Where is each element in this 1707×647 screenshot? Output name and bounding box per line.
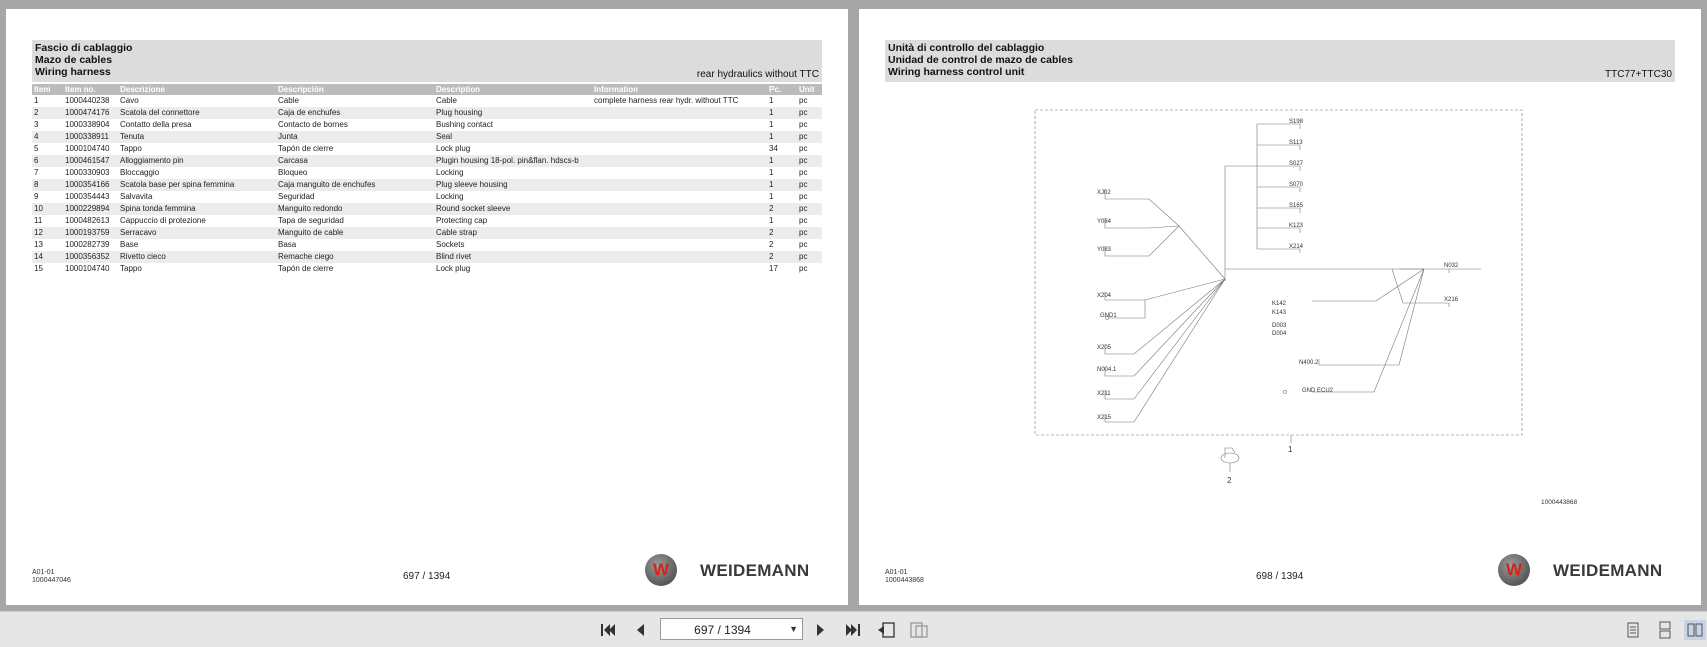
cell-item: 4 (32, 131, 63, 143)
cell-unit: pc (799, 144, 808, 153)
cell-pc: 1 (769, 192, 774, 201)
cell-description: Cable strap (434, 227, 592, 239)
cell-unit: pc (797, 179, 822, 191)
cell-information (592, 167, 767, 179)
cell-pc: 1 (769, 168, 774, 177)
cell-descrizione: Spina tonda femmina (118, 203, 276, 215)
cell-descrizione: Scatola base per spina femmina (118, 179, 276, 191)
footer-section-code: A01-01 (885, 569, 908, 576)
cell-item: 2 (32, 107, 63, 119)
table-row (32, 95, 822, 107)
brand-logo (645, 554, 825, 590)
continuous-page-icon[interactable] (1654, 620, 1676, 640)
table-row (32, 227, 822, 239)
col-header-descripcion: Descripción (276, 84, 434, 95)
cell-description: Cable (436, 96, 457, 105)
cell-pc: 17 (769, 264, 778, 273)
cell-descrizione: Tappo (120, 264, 142, 273)
label-n400-2: N400.2 (1299, 360, 1319, 366)
header-subtitle: TTC77+TTC30 (1605, 69, 1672, 80)
cell-item: 10 (32, 203, 63, 215)
cell-pc: 1 (767, 179, 797, 191)
cell-description: Round socket sleeve (434, 203, 592, 215)
document-page-left (6, 9, 848, 605)
cell-information (592, 107, 767, 119)
cell-descripcion: Carcasa (276, 155, 434, 167)
col-header-item-no: Item no. (63, 84, 118, 95)
footer-document-number: 1000447046 (32, 577, 71, 584)
cell-descrizione: Alloggiamento pin (118, 155, 276, 167)
cell-unit: pc (797, 155, 822, 167)
label-y084: Y084 (1097, 219, 1112, 225)
cell-item-no: 1000354166 (63, 179, 118, 191)
cell-description: Seal (434, 131, 592, 143)
label-d004: D004 (1272, 331, 1287, 337)
cell-item-no: 1000474176 (63, 107, 118, 119)
cell-item-no: 1000482613 (65, 216, 110, 225)
table-row (32, 179, 822, 191)
cell-descrizione: Serracavo (118, 227, 276, 239)
label-s070: S070 (1289, 182, 1304, 188)
cell-item-no: 1000338911 (63, 131, 118, 143)
cell-descripcion: Manguito de cable (276, 227, 434, 239)
cell-descripcion: Caja de enchufes (276, 107, 434, 119)
cell-unit: pc (799, 216, 808, 225)
next-page-icon[interactable] (810, 620, 832, 640)
col-header-unit: Unit (797, 84, 822, 95)
cell-description: Sockets (436, 240, 465, 249)
cell-description: Locking (436, 168, 464, 177)
label-y083: Y083 (1097, 247, 1112, 253)
cell-information (592, 263, 767, 275)
label-xj02: XJ02 (1097, 190, 1111, 196)
cell-unit: pc (799, 240, 808, 249)
table-row (32, 191, 822, 203)
label-n004-1: N004.1 (1097, 367, 1117, 373)
footer-code (32, 569, 71, 585)
cell-pc: 1 (767, 131, 797, 143)
page-number: 697 / 1394 (403, 571, 451, 582)
wiring-diagram (859, 9, 1701, 605)
cell-descripcion: Caja manguito de enchufes (276, 179, 434, 191)
table-header-row (32, 84, 822, 95)
label-s198: S198 (1289, 119, 1304, 125)
title-italian: Unità di controllo del cablaggio (888, 42, 1045, 54)
label-s027: S027 (1289, 161, 1304, 167)
label-d003: D003 (1272, 323, 1287, 329)
table-row (32, 215, 822, 227)
cell-item: 7 (34, 168, 39, 177)
footer-code (885, 569, 924, 585)
cell-item-no: 1000193759 (63, 227, 118, 239)
cell-unit: pc (797, 203, 822, 215)
title-italian: Fascio di cablaggio (35, 42, 133, 54)
title-spanish: Unidad de control de mazo de cables (888, 54, 1073, 66)
label-x215: X215 (1097, 415, 1112, 421)
title-spanish: Mazo de cables (35, 54, 113, 66)
label-s113: S113 (1289, 140, 1303, 146)
label-n032: N032 (1444, 263, 1459, 269)
col-header-item: Item (32, 84, 63, 95)
label-x216: X216 (1444, 297, 1459, 303)
label-k123: K123 (1289, 223, 1304, 229)
cell-pc: 1 (769, 120, 774, 129)
cell-description: Plugin housing 18-pol. pin&flan. hdscs-b (434, 155, 592, 167)
cell-pc: 1 (769, 96, 774, 105)
brand-mark-icon: W (645, 554, 677, 586)
label-k142: K142 (1272, 301, 1287, 307)
cell-item-no: 1000461547 (63, 155, 118, 167)
cell-unit: pc (797, 107, 822, 119)
cell-item-no: 1000356352 (63, 251, 118, 263)
cell-information (592, 215, 767, 227)
cell-unit: pc (797, 131, 822, 143)
cell-item: 14 (32, 251, 63, 263)
brand-mark-icon: W (1498, 554, 1530, 586)
cell-descrizione: Cappuccio di protezione (120, 216, 206, 225)
cell-descrizione: Tappo (120, 144, 142, 153)
cell-description: Lock plug (436, 144, 471, 153)
cell-item-no: 1000354443 (65, 192, 110, 201)
cell-information (592, 191, 767, 203)
page-header (32, 40, 822, 82)
first-page-icon[interactable] (597, 620, 619, 640)
cell-item: 5 (34, 144, 39, 153)
table-row (32, 131, 822, 143)
table-row (32, 107, 822, 119)
cell-description: Locking (436, 192, 464, 201)
cell-information (592, 227, 767, 239)
cell-information (592, 203, 767, 215)
col-header-description: Description (434, 84, 592, 95)
label-x211: X211 (1097, 391, 1111, 397)
callout-1: 1 (1288, 445, 1293, 454)
cell-item: 11 (34, 216, 43, 225)
single-page-icon[interactable] (1622, 620, 1644, 640)
cell-descrizione: Scatola del connettore (118, 107, 276, 119)
table-row (32, 155, 822, 167)
cell-information: complete harness rear hydr. without TTC (594, 96, 739, 105)
table-row (32, 251, 822, 263)
col-header-pc: Pc. (767, 84, 797, 95)
facing-pages-icon[interactable] (1684, 620, 1706, 640)
label-k143: K143 (1272, 310, 1287, 316)
cell-item: 6 (32, 155, 63, 167)
cell-pc: 34 (769, 144, 778, 153)
cell-description: Plug housing (434, 107, 592, 119)
cell-item-no: 1000338904 (65, 120, 110, 129)
cell-descripcion: Bloqueo (278, 168, 308, 177)
label-s165: S165 (1289, 203, 1304, 209)
col-header-descrizione: Descrizione (118, 84, 276, 95)
cell-unit: pc (797, 227, 822, 239)
title-english: Wiring harness control unit (888, 66, 1025, 78)
label-x214: X214 (1289, 244, 1304, 250)
title-english: Wiring harness (35, 66, 111, 78)
cell-descripcion: Seguridad (278, 192, 315, 201)
brand-logo (1498, 554, 1678, 590)
table-row (32, 167, 822, 179)
drawing-number: 1000443868 (1541, 499, 1578, 506)
cell-descripcion: Basa (278, 240, 297, 249)
footer-section-code: A01-01 (32, 569, 55, 576)
cell-descripcion: Tapa de seguridad (278, 216, 344, 225)
page-number-value: 697 / 1394 (694, 623, 751, 637)
cell-item: 8 (32, 179, 63, 191)
table-row (32, 203, 822, 215)
label-gnd-ecu2: GND ECU2 (1302, 388, 1334, 394)
cell-unit: pc (799, 192, 808, 201)
cell-pc: 1 (769, 216, 774, 225)
last-page-icon[interactable] (842, 620, 864, 640)
cell-descripcion: Contacto de bornes (278, 120, 348, 129)
cell-item-no: 1000229894 (63, 203, 118, 215)
chevron-down-icon: ▼ (789, 624, 798, 634)
cell-descripcion: Cable (278, 96, 299, 105)
cell-item-no: 1000104740 (65, 144, 110, 153)
cell-description: Blind rivet (434, 251, 592, 263)
cell-information (592, 239, 767, 251)
cell-descrizione: Base (120, 240, 139, 249)
cell-descrizione: Salvavita (120, 192, 153, 201)
cell-item: 15 (34, 264, 43, 273)
prev-page-icon[interactable] (629, 620, 651, 640)
cell-information (592, 119, 767, 131)
cell-descrizione: Tenuta (118, 131, 276, 143)
cell-item-no: 1000282739 (65, 240, 110, 249)
col-header-information: Information (592, 84, 767, 95)
page-number: 698 / 1394 (1256, 571, 1304, 582)
cell-pc: 2 (769, 240, 774, 249)
cell-information (592, 251, 767, 263)
cell-unit: pc (799, 120, 808, 129)
cell-pc: 2 (767, 251, 797, 263)
cell-item-no: 1000104740 (65, 264, 110, 273)
callout-2: 2 (1227, 476, 1232, 485)
cell-descrizione: Bloccaggio (120, 168, 160, 177)
cell-pc: 1 (767, 155, 797, 167)
cell-descripcion: Remache ciego (276, 251, 434, 263)
table-row (32, 239, 822, 251)
cell-descrizione: Cavo (120, 96, 139, 105)
label-x204: X204 (1097, 293, 1112, 299)
cell-unit: pc (797, 251, 822, 263)
table-row (32, 119, 822, 131)
cell-descripcion: Manguito redondo (276, 203, 434, 215)
cell-information (592, 131, 767, 143)
cell-description: Lock plug (436, 264, 471, 273)
forward-view-icon[interactable] (908, 620, 930, 640)
parts-table (32, 84, 822, 275)
label-gnd1: GND1 (1100, 313, 1117, 319)
brand-wordmark: WEIDEMANN (1553, 561, 1663, 580)
table-row (32, 143, 822, 155)
header-subtitle: rear hydraulics without TTC (696, 69, 819, 80)
back-view-icon[interactable] (875, 620, 897, 640)
cell-descripcion: Tapón de cierre (278, 144, 334, 153)
cell-pc: 2 (767, 227, 797, 239)
cell-item: 3 (34, 120, 39, 129)
cell-item: 13 (34, 240, 43, 249)
cell-description: Plug sleeve housing (434, 179, 592, 191)
cell-description: Protecting cap (436, 216, 488, 225)
cell-descrizione: Contatto della presa (120, 120, 192, 129)
cell-descrizione: Rivetto cieco (118, 251, 276, 263)
label-x205: X205 (1097, 345, 1112, 351)
cell-information (592, 179, 767, 191)
footer-document-number: 1000443868 (885, 577, 924, 584)
viewer-toolbar (0, 611, 1707, 647)
table-row (32, 263, 822, 275)
cell-information (592, 155, 767, 167)
cell-description: Bushing contact (436, 120, 493, 129)
cell-information (592, 143, 767, 155)
cell-item: 9 (34, 192, 39, 201)
page-number-select[interactable] (660, 618, 803, 640)
cell-item-no: 1000330903 (65, 168, 110, 177)
cell-unit: pc (799, 96, 808, 105)
cell-item-no: 1000440238 (65, 96, 110, 105)
brand-wordmark: WEIDEMANN (700, 561, 810, 580)
cell-pc: 1 (767, 107, 797, 119)
cell-descripcion: Tapón de cierre (278, 264, 334, 273)
cell-descripcion: Junta (276, 131, 434, 143)
document-page-right (859, 9, 1701, 605)
cell-unit: pc (799, 168, 808, 177)
cell-pc: 2 (767, 203, 797, 215)
cell-item: 12 (32, 227, 63, 239)
cell-unit: pc (799, 264, 808, 273)
cell-item: 1 (34, 96, 39, 105)
